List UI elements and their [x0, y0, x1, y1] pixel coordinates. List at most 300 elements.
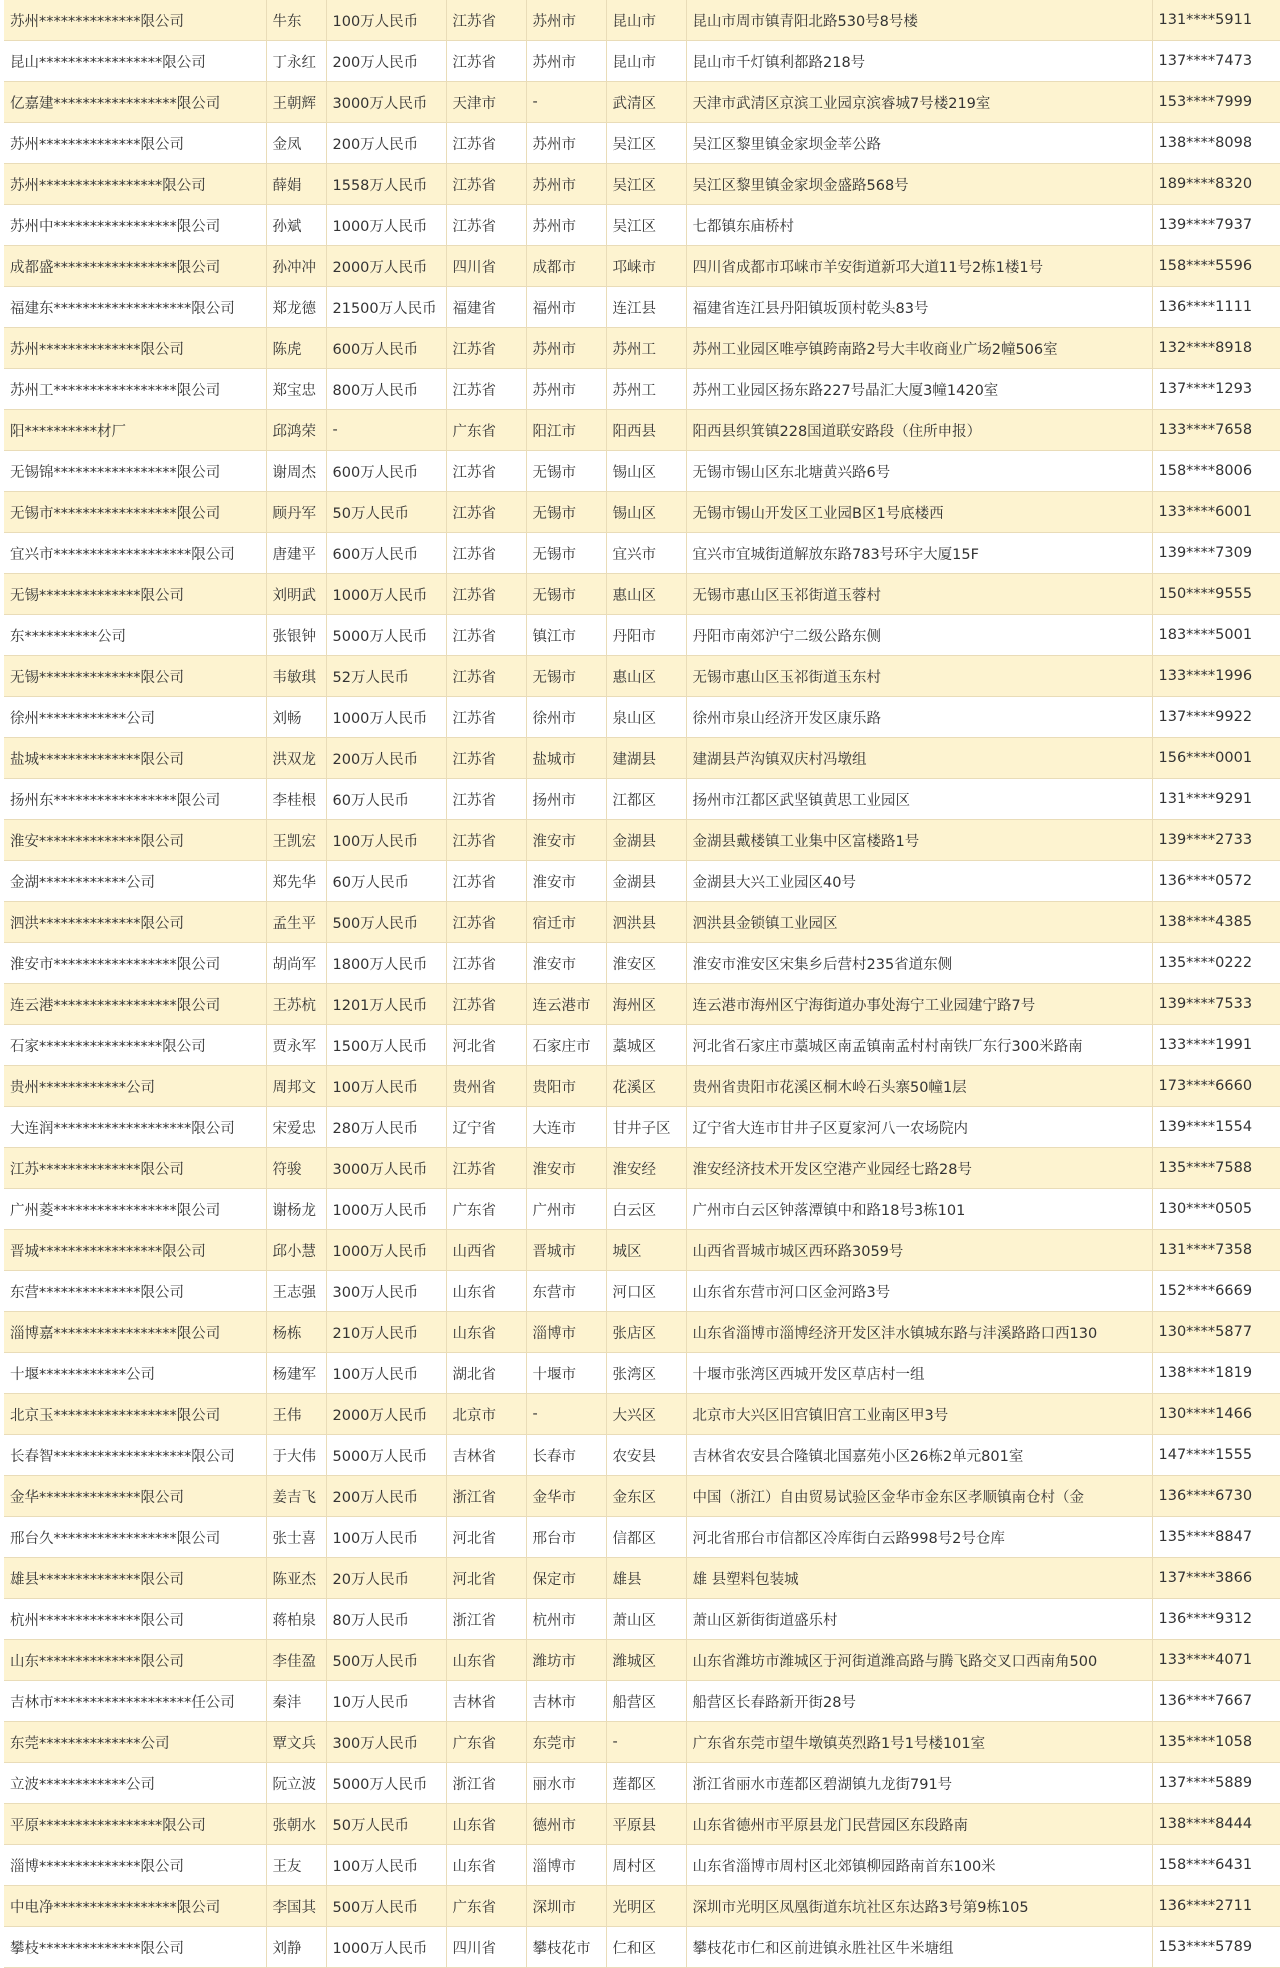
- registered-capital-cell: 2000万人民币: [326, 1394, 446, 1435]
- province-cell: 广东省: [446, 1189, 526, 1230]
- company-name-cell: 泗洪**************限公司: [4, 902, 266, 943]
- company-name-cell: 攀枝**************限公司: [4, 1927, 266, 1968]
- district-cell: 苏州工: [606, 328, 686, 369]
- registered-capital-cell: 5000万人民币: [326, 1435, 446, 1476]
- district-cell: 信都区: [606, 1517, 686, 1558]
- phone-cell: 137****1293: [1152, 369, 1280, 410]
- province-cell: 河北省: [446, 1517, 526, 1558]
- registered-capital-cell: 80万人民币: [326, 1599, 446, 1640]
- district-cell: 平原县: [606, 1804, 686, 1845]
- address-cell: 浙江省丽水市莲都区碧湖镇九龙街791号: [686, 1763, 1152, 1804]
- district-cell: 惠山区: [606, 574, 686, 615]
- contact-name-cell: 邱鸿荣: [266, 410, 326, 451]
- contact-name-cell: 郑先华: [266, 861, 326, 902]
- contact-name-cell: 阮立波: [266, 1763, 326, 1804]
- district-cell: -: [606, 1722, 686, 1763]
- contact-name-cell: 王志强: [266, 1271, 326, 1312]
- province-cell: 江苏省: [446, 533, 526, 574]
- registered-capital-cell: 100万人民币: [326, 0, 446, 41]
- table-row: [4, 1640, 1280, 1681]
- address-cell: 山东省淄博市淄博经济开发区沣水镇城东路与沣溪路路口西130: [686, 1312, 1152, 1353]
- city-cell: -: [526, 82, 606, 123]
- phone-cell: 131****9291: [1152, 779, 1280, 820]
- province-cell: 江苏省: [446, 779, 526, 820]
- company-name-cell: 吉林市*******************任公司: [4, 1681, 266, 1722]
- registered-capital-cell: 52万人民币: [326, 656, 446, 697]
- city-cell: 无锡市: [526, 574, 606, 615]
- phone-cell: 133****4071: [1152, 1640, 1280, 1681]
- table-row: [4, 369, 1280, 410]
- address-cell: 金湖县大兴工业园区40号: [686, 861, 1152, 902]
- city-cell: 阳江市: [526, 410, 606, 451]
- district-cell: 阳西县: [606, 410, 686, 451]
- company-name-cell: 东**********公司: [4, 615, 266, 656]
- district-cell: 昆山市: [606, 41, 686, 82]
- company-name-cell: 金湖************公司: [4, 861, 266, 902]
- table-row: [4, 1681, 1280, 1722]
- contact-name-cell: 杨栋: [266, 1312, 326, 1353]
- province-cell: 江苏省: [446, 328, 526, 369]
- company-name-cell: 江苏**************限公司: [4, 1148, 266, 1189]
- company-name-cell: 盐城**************限公司: [4, 738, 266, 779]
- city-cell: 杭州市: [526, 1599, 606, 1640]
- company-name-cell: 苏州工*****************限公司: [4, 369, 266, 410]
- table-row: [4, 984, 1280, 1025]
- city-cell: 淮安市: [526, 943, 606, 984]
- contact-name-cell: 杨建军: [266, 1353, 326, 1394]
- phone-cell: 139****7309: [1152, 533, 1280, 574]
- address-cell: 无锡市惠山区玉祁街道玉蓉村: [686, 574, 1152, 615]
- phone-cell: 135****7588: [1152, 1148, 1280, 1189]
- registered-capital-cell: 1000万人民币: [326, 1927, 446, 1968]
- district-cell: 萧山区: [606, 1599, 686, 1640]
- city-cell: 淮安市: [526, 820, 606, 861]
- company-name-cell: 亿嘉建*****************限公司: [4, 82, 266, 123]
- phone-cell: 139****2733: [1152, 820, 1280, 861]
- table-row: [4, 164, 1280, 205]
- address-cell: 丹阳市南郊沪宁二级公路东侧: [686, 615, 1152, 656]
- registered-capital-cell: 210万人民币: [326, 1312, 446, 1353]
- city-cell: 广州市: [526, 1189, 606, 1230]
- address-cell: 山东省东营市河口区金河路3号: [686, 1271, 1152, 1312]
- registered-capital-cell: 100万人民币: [326, 1517, 446, 1558]
- registered-capital-cell: 800万人民币: [326, 369, 446, 410]
- contact-name-cell: 谢周杰: [266, 451, 326, 492]
- city-cell: 苏州市: [526, 328, 606, 369]
- phone-cell: 133****6001: [1152, 492, 1280, 533]
- table-row: [4, 205, 1280, 246]
- contact-name-cell: 王苏杭: [266, 984, 326, 1025]
- registered-capital-cell: 21500万人民币: [326, 287, 446, 328]
- contact-name-cell: 覃文兵: [266, 1722, 326, 1763]
- company-name-cell: 淄博**************限公司: [4, 1845, 266, 1886]
- registered-capital-cell: 60万人民币: [326, 779, 446, 820]
- company-name-cell: 徐州************公司: [4, 697, 266, 738]
- contact-name-cell: 刘静: [266, 1927, 326, 1968]
- contact-name-cell: 金凤: [266, 123, 326, 164]
- contact-name-cell: 郑宝忠: [266, 369, 326, 410]
- phone-cell: 139****1554: [1152, 1107, 1280, 1148]
- city-cell: 无锡市: [526, 451, 606, 492]
- table-row: [4, 1886, 1280, 1927]
- registered-capital-cell: 600万人民币: [326, 451, 446, 492]
- company-name-cell: 立波************公司: [4, 1763, 266, 1804]
- city-cell: 丽水市: [526, 1763, 606, 1804]
- city-cell: 东营市: [526, 1271, 606, 1312]
- contact-name-cell: 王朝辉: [266, 82, 326, 123]
- phone-cell: 137****3866: [1152, 1558, 1280, 1599]
- district-cell: 江都区: [606, 779, 686, 820]
- contact-name-cell: 贾永军: [266, 1025, 326, 1066]
- phone-cell: 137****7473: [1152, 41, 1280, 82]
- contact-name-cell: 张朝水: [266, 1804, 326, 1845]
- table-row: [4, 0, 1280, 41]
- phone-cell: 139****7533: [1152, 984, 1280, 1025]
- city-cell: -: [526, 1394, 606, 1435]
- phone-cell: 131****7358: [1152, 1230, 1280, 1271]
- registered-capital-cell: 600万人民币: [326, 328, 446, 369]
- registered-capital-cell: 500万人民币: [326, 902, 446, 943]
- address-cell: 吴江区黎里镇金家坝金莘公路: [686, 123, 1152, 164]
- address-cell: 雄 县塑料包装城: [686, 1558, 1152, 1599]
- city-cell: 无锡市: [526, 656, 606, 697]
- company-name-cell: 十堰************公司: [4, 1353, 266, 1394]
- company-name-cell: 苏州中*****************限公司: [4, 205, 266, 246]
- city-cell: 攀枝花市: [526, 1927, 606, 1968]
- address-cell: 萧山区新街街道盛乐村: [686, 1599, 1152, 1640]
- registered-capital-cell: 50万人民币: [326, 492, 446, 533]
- province-cell: 江苏省: [446, 984, 526, 1025]
- district-cell: 仁和区: [606, 1927, 686, 1968]
- registered-capital-cell: 5000万人民币: [326, 615, 446, 656]
- company-name-cell: 山东**************限公司: [4, 1640, 266, 1681]
- company-name-cell: 无锡锦*****************限公司: [4, 451, 266, 492]
- company-name-cell: 东莞**************公司: [4, 1722, 266, 1763]
- company-name-cell: 苏州**************限公司: [4, 0, 266, 41]
- registered-capital-cell: 100万人民币: [326, 1353, 446, 1394]
- company-name-cell: 邢台久*****************限公司: [4, 1517, 266, 1558]
- district-cell: 雄县: [606, 1558, 686, 1599]
- registered-capital-cell: 1201万人民币: [326, 984, 446, 1025]
- province-cell: 江苏省: [446, 738, 526, 779]
- district-cell: 城区: [606, 1230, 686, 1271]
- city-cell: 苏州市: [526, 164, 606, 205]
- province-cell: 广东省: [446, 1722, 526, 1763]
- table-row: [4, 492, 1280, 533]
- company-name-cell: 淮安**************限公司: [4, 820, 266, 861]
- table-row: [4, 1927, 1280, 1968]
- province-cell: 江苏省: [446, 123, 526, 164]
- phone-cell: 183****5001: [1152, 615, 1280, 656]
- registered-capital-cell: 1000万人民币: [326, 205, 446, 246]
- contact-name-cell: 宋爱忠: [266, 1107, 326, 1148]
- phone-cell: 132****8918: [1152, 328, 1280, 369]
- city-cell: 晋城市: [526, 1230, 606, 1271]
- table-row: [4, 82, 1280, 123]
- province-cell: 江苏省: [446, 369, 526, 410]
- phone-cell: 133****1991: [1152, 1025, 1280, 1066]
- company-name-cell: 昆山*****************限公司: [4, 41, 266, 82]
- phone-cell: 138****1819: [1152, 1353, 1280, 1394]
- province-cell: 江苏省: [446, 574, 526, 615]
- company-name-cell: 长春智*******************限公司: [4, 1435, 266, 1476]
- address-cell: 建湖县芦沟镇双庆村冯墩组: [686, 738, 1152, 779]
- phone-cell: 137****9922: [1152, 697, 1280, 738]
- table-row: [4, 287, 1280, 328]
- registered-capital-cell: 1000万人民币: [326, 1189, 446, 1230]
- contact-name-cell: 陈亚杰: [266, 1558, 326, 1599]
- table-row: [4, 410, 1280, 451]
- contact-name-cell: 符骏: [266, 1148, 326, 1189]
- city-cell: 苏州市: [526, 123, 606, 164]
- address-cell: 无锡市锡山开发区工业园B区1号底楼西: [686, 492, 1152, 533]
- city-cell: 潍坊市: [526, 1640, 606, 1681]
- address-cell: 山西省晋城市城区西环路3059号: [686, 1230, 1152, 1271]
- address-cell: 四川省成都市邛崃市羊安街道新邛大道11号2栋1楼1号: [686, 246, 1152, 287]
- district-cell: 苏州工: [606, 369, 686, 410]
- registered-capital-cell: 10万人民币: [326, 1681, 446, 1722]
- province-cell: 山西省: [446, 1230, 526, 1271]
- district-cell: 光明区: [606, 1886, 686, 1927]
- contact-name-cell: 洪双龙: [266, 738, 326, 779]
- registered-capital-cell: 200万人民币: [326, 1476, 446, 1517]
- province-cell: 江苏省: [446, 943, 526, 984]
- table-row: [4, 861, 1280, 902]
- phone-cell: 173****6660: [1152, 1066, 1280, 1107]
- district-cell: 河口区: [606, 1271, 686, 1312]
- registered-capital-cell: 200万人民币: [326, 41, 446, 82]
- city-cell: 东莞市: [526, 1722, 606, 1763]
- province-cell: 浙江省: [446, 1763, 526, 1804]
- city-cell: 盐城市: [526, 738, 606, 779]
- company-table-body: [4, 0, 1280, 1968]
- city-cell: 成都市: [526, 246, 606, 287]
- district-cell: 张店区: [606, 1312, 686, 1353]
- table-row: [4, 1435, 1280, 1476]
- company-name-cell: 阳**********材厂: [4, 410, 266, 451]
- company-name-cell: 扬州东*****************限公司: [4, 779, 266, 820]
- registered-capital-cell: 1000万人民币: [326, 1230, 446, 1271]
- phone-cell: 189****8320: [1152, 164, 1280, 205]
- address-cell: 苏州工业园区唯亭镇跨南路2号大丰收商业广场2幢506室: [686, 328, 1152, 369]
- company-name-cell: 大连润*******************限公司: [4, 1107, 266, 1148]
- province-cell: 江苏省: [446, 205, 526, 246]
- city-cell: 福州市: [526, 287, 606, 328]
- province-cell: 山东省: [446, 1640, 526, 1681]
- province-cell: 江苏省: [446, 656, 526, 697]
- district-cell: 淮安经: [606, 1148, 686, 1189]
- registered-capital-cell: 1000万人民币: [326, 574, 446, 615]
- district-cell: 农安县: [606, 1435, 686, 1476]
- company-name-cell: 广州菱*****************限公司: [4, 1189, 266, 1230]
- registered-capital-cell: 50万人民币: [326, 1804, 446, 1845]
- contact-name-cell: 胡尚军: [266, 943, 326, 984]
- phone-cell: 137****5889: [1152, 1763, 1280, 1804]
- company-name-cell: 北京玉*****************限公司: [4, 1394, 266, 1435]
- province-cell: 福建省: [446, 287, 526, 328]
- company-name-cell: 成都盛*****************限公司: [4, 246, 266, 287]
- table-row: [4, 1189, 1280, 1230]
- registered-capital-cell: 500万人民币: [326, 1640, 446, 1681]
- table-row: [4, 574, 1280, 615]
- registered-capital-cell: 3000万人民币: [326, 1148, 446, 1189]
- table-row: [4, 1107, 1280, 1148]
- address-cell: 金湖县戴楼镇工业集中区富楼路1号: [686, 820, 1152, 861]
- phone-cell: 133****1996: [1152, 656, 1280, 697]
- address-cell: 吉林省农安县合隆镇北国嘉苑小区26栋2单元801室: [686, 1435, 1152, 1476]
- province-cell: 北京市: [446, 1394, 526, 1435]
- district-cell: 周村区: [606, 1845, 686, 1886]
- table-row: [4, 123, 1280, 164]
- contact-name-cell: 郑龙德: [266, 287, 326, 328]
- contact-name-cell: 王凯宏: [266, 820, 326, 861]
- contact-name-cell: 刘畅: [266, 697, 326, 738]
- district-cell: 宜兴市: [606, 533, 686, 574]
- address-cell: 徐州市泉山经济开发区康乐路: [686, 697, 1152, 738]
- address-cell: 苏州工业园区扬东路227号晶汇大厦3幢1420室: [686, 369, 1152, 410]
- registered-capital-cell: 1558万人民币: [326, 164, 446, 205]
- province-cell: 江苏省: [446, 41, 526, 82]
- city-cell: 苏州市: [526, 369, 606, 410]
- district-cell: 金东区: [606, 1476, 686, 1517]
- phone-cell: 158****6431: [1152, 1845, 1280, 1886]
- city-cell: 保定市: [526, 1558, 606, 1599]
- address-cell: 昆山市千灯镇利都路218号: [686, 41, 1152, 82]
- city-cell: 无锡市: [526, 533, 606, 574]
- city-cell: 吉林市: [526, 1681, 606, 1722]
- contact-name-cell: 顾丹军: [266, 492, 326, 533]
- contact-name-cell: 周邦文: [266, 1066, 326, 1107]
- company-name-cell: 无锡**************限公司: [4, 574, 266, 615]
- table-row: [4, 779, 1280, 820]
- contact-name-cell: 李国其: [266, 1886, 326, 1927]
- city-cell: 苏州市: [526, 0, 606, 41]
- company-name-cell: 宜兴市*******************限公司: [4, 533, 266, 574]
- company-name-cell: 金华**************限公司: [4, 1476, 266, 1517]
- registered-capital-cell: 60万人民币: [326, 861, 446, 902]
- table-row: [4, 1353, 1280, 1394]
- registered-capital-cell: 1000万人民币: [326, 697, 446, 738]
- phone-cell: 135****8847: [1152, 1517, 1280, 1558]
- registered-capital-cell: 300万人民币: [326, 1271, 446, 1312]
- province-cell: 贵州省: [446, 1066, 526, 1107]
- province-cell: 吉林省: [446, 1681, 526, 1722]
- company-name-cell: 雄县**************限公司: [4, 1558, 266, 1599]
- phone-cell: 158****8006: [1152, 451, 1280, 492]
- address-cell: 辽宁省大连市甘井子区夏家河八一农场院内: [686, 1107, 1152, 1148]
- contact-name-cell: 张银钟: [266, 615, 326, 656]
- phone-cell: 158****5596: [1152, 246, 1280, 287]
- company-name-cell: 贵州************公司: [4, 1066, 266, 1107]
- phone-cell: 130****5877: [1152, 1312, 1280, 1353]
- city-cell: 连云港市: [526, 984, 606, 1025]
- contact-name-cell: 于大伟: [266, 1435, 326, 1476]
- district-cell: 泗洪县: [606, 902, 686, 943]
- district-cell: 甘井子区: [606, 1107, 686, 1148]
- table-row: [4, 738, 1280, 779]
- district-cell: 船营区: [606, 1681, 686, 1722]
- phone-cell: 147****1555: [1152, 1435, 1280, 1476]
- city-cell: 大连市: [526, 1107, 606, 1148]
- registered-capital-cell: 100万人民币: [326, 1066, 446, 1107]
- province-cell: 江苏省: [446, 697, 526, 738]
- phone-cell: 153****5789: [1152, 1927, 1280, 1968]
- district-cell: 丹阳市: [606, 615, 686, 656]
- company-name-cell: 连云港*****************限公司: [4, 984, 266, 1025]
- company-name-cell: 东营**************限公司: [4, 1271, 266, 1312]
- address-cell: 阳西县织箕镇228国道联安路段（住所申报）: [686, 410, 1152, 451]
- address-cell: 北京市大兴区旧宫镇旧宫工业南区甲3号: [686, 1394, 1152, 1435]
- district-cell: 武清区: [606, 82, 686, 123]
- address-cell: 山东省淄博市周村区北郊镇柳园路南首东100米: [686, 1845, 1152, 1886]
- province-cell: 湖北省: [446, 1353, 526, 1394]
- registered-capital-cell: -: [326, 410, 446, 451]
- phone-cell: 130****0505: [1152, 1189, 1280, 1230]
- district-cell: 泉山区: [606, 697, 686, 738]
- address-cell: 淮安经济技术开发区空港产业园经七路28号: [686, 1148, 1152, 1189]
- contact-name-cell: 薛娟: [266, 164, 326, 205]
- province-cell: 山东省: [446, 1845, 526, 1886]
- registered-capital-cell: 20万人民币: [326, 1558, 446, 1599]
- phone-cell: 156****0001: [1152, 738, 1280, 779]
- table-row: [4, 820, 1280, 861]
- phone-cell: 138****8444: [1152, 1804, 1280, 1845]
- contact-name-cell: 蒋柏泉: [266, 1599, 326, 1640]
- province-cell: 辽宁省: [446, 1107, 526, 1148]
- province-cell: 江苏省: [446, 492, 526, 533]
- province-cell: 河北省: [446, 1558, 526, 1599]
- city-cell: 宿迁市: [526, 902, 606, 943]
- phone-cell: 150****9555: [1152, 574, 1280, 615]
- address-cell: 无锡市惠山区玉祁街道玉东村: [686, 656, 1152, 697]
- contact-name-cell: 牛东: [266, 0, 326, 41]
- phone-cell: 131****5911: [1152, 0, 1280, 41]
- address-cell: 河北省邢台市信都区冷库街白云路998号2号仓库: [686, 1517, 1152, 1558]
- district-cell: 吴江区: [606, 164, 686, 205]
- table-row: [4, 328, 1280, 369]
- province-cell: 山东省: [446, 1271, 526, 1312]
- address-cell: 吴江区黎里镇金家坝金盛路568号: [686, 164, 1152, 205]
- address-cell: 山东省潍坊市潍城区于河街道潍高路与腾飞路交叉口西南角500: [686, 1640, 1152, 1681]
- registered-capital-cell: 100万人民币: [326, 820, 446, 861]
- contact-name-cell: 李桂根: [266, 779, 326, 820]
- district-cell: 花溪区: [606, 1066, 686, 1107]
- address-cell: 贵州省贵阳市花溪区桐木岭石头寨50幢1层: [686, 1066, 1152, 1107]
- province-cell: 江苏省: [446, 1148, 526, 1189]
- address-cell: 宜兴市宜城街道解放东路783号环宇大厦15F: [686, 533, 1152, 574]
- phone-cell: 136****6730: [1152, 1476, 1280, 1517]
- table-row: [4, 902, 1280, 943]
- district-cell: 潍城区: [606, 1640, 686, 1681]
- city-cell: 贵阳市: [526, 1066, 606, 1107]
- address-cell: 广州市白云区钟落潭镇中和路18号3栋101: [686, 1189, 1152, 1230]
- province-cell: 江苏省: [446, 861, 526, 902]
- address-cell: 福建省连江县丹阳镇坂顶村乾头83号: [686, 287, 1152, 328]
- city-cell: 徐州市: [526, 697, 606, 738]
- district-cell: 昆山市: [606, 0, 686, 41]
- province-cell: 天津市: [446, 82, 526, 123]
- district-cell: 金湖县: [606, 861, 686, 902]
- registered-capital-cell: 200万人民币: [326, 738, 446, 779]
- province-cell: 江苏省: [446, 615, 526, 656]
- city-cell: 深圳市: [526, 1886, 606, 1927]
- registered-capital-cell: 3000万人民币: [326, 82, 446, 123]
- city-cell: 淄博市: [526, 1312, 606, 1353]
- table-row: [4, 1845, 1280, 1886]
- table-row: [4, 1599, 1280, 1640]
- contact-name-cell: 王伟: [266, 1394, 326, 1435]
- address-cell: 河北省石家庄市藁城区南孟镇南孟村村南铁厂东行300米路南: [686, 1025, 1152, 1066]
